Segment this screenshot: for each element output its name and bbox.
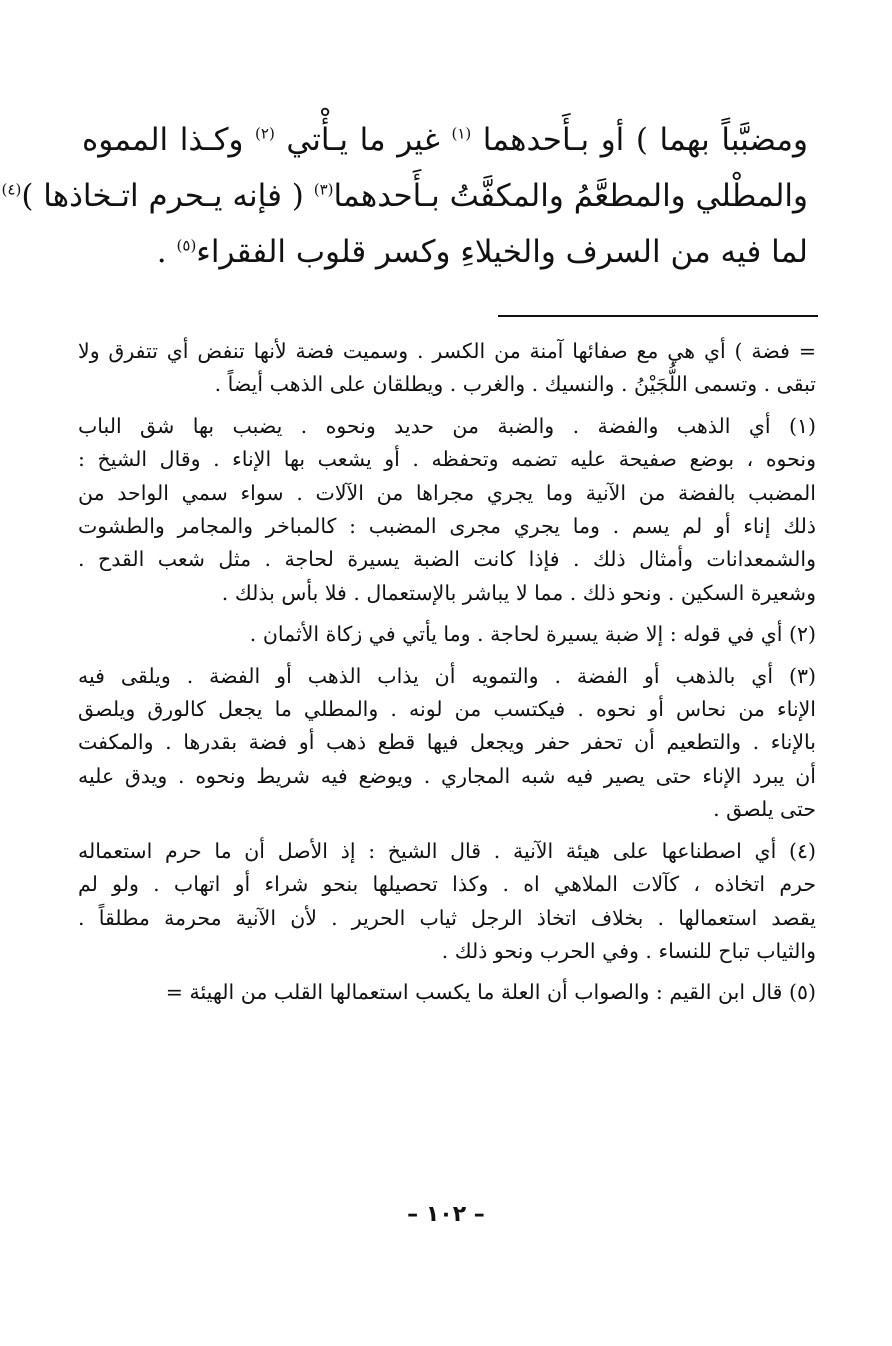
main-text-segment: لما فيه من السرف والخيلاءِ وكسر قلوب الفقراء bbox=[196, 234, 808, 270]
main-text-line bbox=[82, 112, 808, 168]
footnote-line: (٤) أي اصطناعها على هيئة الآنية . قال الشيخ : إذ الأصل أن ما حرم استعماله bbox=[78, 838, 816, 863]
footnote-line: ونحوه ، بوضع صفيحة عليه تضمه وتحفظه . أو يشعب بها الإناء . وقال الشيخ : bbox=[78, 447, 816, 472]
main-text-segment: وكـذا المموه bbox=[82, 122, 256, 158]
footnote-line: (٥) قال ابن القيم : والصواب أن العلة ما يكسب استعمالها القلب من الهيئة = bbox=[165, 980, 816, 1005]
main-text bbox=[1, 112, 808, 280]
footnote bbox=[78, 660, 816, 827]
footnote-line: (٣) أي بالذهب أو الفضة . والتمويه أن يذاب الذهب أو الفضة . ويلقى فيه bbox=[78, 663, 816, 688]
footnote-line: بالإناء . والتطعيم أن تحفر حفر ويجعل فيها قطع ذهب أو فضة بقدرها . والمكفت bbox=[78, 730, 816, 755]
main-text-segment: ومضبَّباً بهما ) أو بـأَحدهما bbox=[471, 122, 808, 158]
footnote bbox=[78, 410, 816, 610]
footnote-marker: (١) bbox=[451, 124, 472, 143]
main-text-segment: والمطْلي والمطعَّمُ والمكفَّتُ بـأَحدهما bbox=[333, 178, 808, 214]
footnote-marker: (٢) bbox=[255, 124, 275, 143]
footnote-line: حرم اتخاذه ، كآلات الملاهي اه . وكذا تحصيلها بنحو شراء أو اتهاب . ولو لم bbox=[78, 872, 816, 897]
footnote bbox=[78, 618, 816, 651]
main-text-segment: ( فإنه يـحرم اتـخاذها ) bbox=[21, 178, 314, 214]
footnote-line: يقصد استعمالها . بخلاف اتخاذ الرجل ثياب الحرير . لأن الآنية محرمة مطلقاً . bbox=[78, 905, 816, 930]
footnote-marker: (٣) bbox=[313, 180, 334, 199]
main-text-segment: غير ما يـأْتي bbox=[274, 122, 452, 158]
footnote-line: الإناء من نحاس أو نحوه . فيكتسب من لونه . والمطلي ما يجعل كالورق ويلصق bbox=[78, 697, 816, 722]
footnote-marker: (٥) bbox=[176, 236, 197, 255]
main-text-line bbox=[1, 168, 808, 224]
footnote-line: حتى يلصق . bbox=[713, 797, 816, 822]
footnote bbox=[78, 976, 816, 1009]
footnote-marker: (٤) bbox=[1, 180, 22, 199]
footnote-line: ذلك إناء أو لم يسم . وما يجري مجرى المضبب : كالمباخر والمجامر والطشوت bbox=[78, 514, 816, 539]
footnote-line: تبقى . وتسمى اللُّجَيْنُ . والنسيك . والغرب . ويطلقان على الذهب أيضاً . bbox=[214, 372, 816, 397]
footnote-line: أن يبرد الإناء حتى يصير فيه شبه المجاري . ويوضع فيه شريط ونحوه . ويدق عليه bbox=[78, 763, 816, 788]
footnote-line: = فضة ) أي هي مع صفائها آمنة من الكسر . وسميت فضة لأنها تنفض أي تتفرق ولا bbox=[78, 339, 816, 363]
footnotes-section bbox=[78, 335, 816, 1018]
footnote bbox=[78, 835, 816, 969]
footnote-line: (٢) أي في قوله : إلا ضبة يسيرة لحاجة . وما يأتي في زكاة الأثمان . bbox=[249, 622, 816, 647]
page-number: – ١٠٢ – bbox=[407, 1202, 485, 1227]
footnote-line: المضبب بالفضة من الآنية وما يجري مجراها من الآلات . سواء سمي الواحد من bbox=[78, 480, 816, 505]
footnote-separator bbox=[498, 315, 818, 317]
main-text-segment: . bbox=[156, 234, 177, 270]
footnote bbox=[78, 335, 816, 402]
footnote-line: (١) أي الذهب والفضة . والضبة من حديد ونحوه . يضبب بها شق الباب bbox=[78, 413, 816, 438]
footnote-line: وشعيرة السكين . ونحو ذلك . مما لا يباشر بالإستعمال . فلا بأس بذلك . bbox=[221, 580, 816, 605]
footnote-line: والشمعدانات وأمثال ذلك . فإذا كانت الضبة يسيرة لحاجة . مثل شعب القدح . bbox=[78, 547, 816, 572]
main-text-line bbox=[82, 224, 808, 280]
footnote-line: والثياب تباح للنساء . وفي الحرب ونحو ذلك . bbox=[441, 938, 816, 963]
